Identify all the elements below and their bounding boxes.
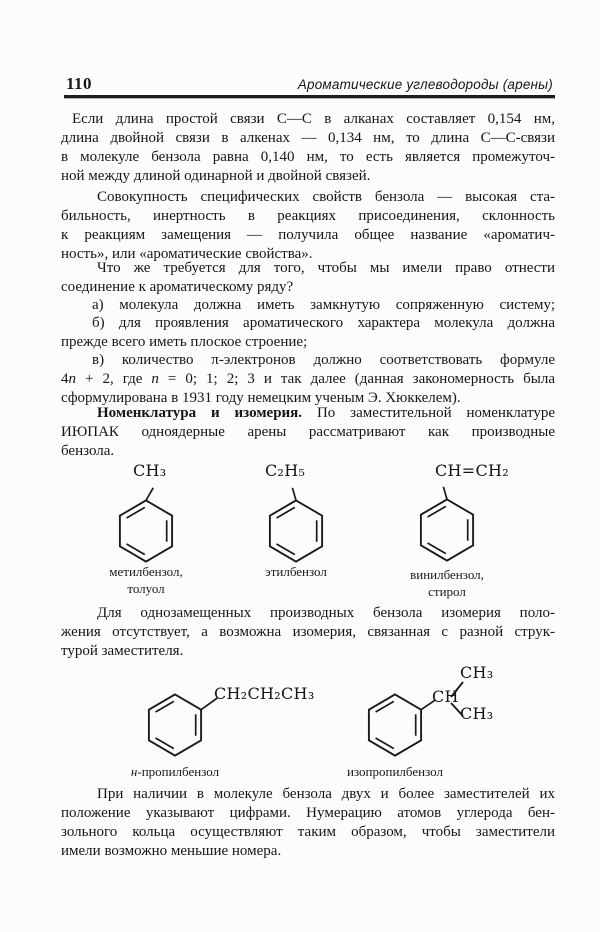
structure-name [76, 563, 216, 597]
structure-name-line: изопропилбензол [347, 764, 443, 779]
variable-n: n [68, 371, 76, 387]
structure-name-line [105, 763, 245, 780]
structure-name-line: винилбензол, [410, 567, 484, 582]
text-line: ной между длиной одинарной и двойной связей. [61, 168, 371, 184]
text-line: прежде всего иметь плоское строение; [61, 334, 308, 350]
text-line: зольного кольца осуществляют таким образом, чтобы заместители [61, 824, 555, 840]
variable-n: n [151, 371, 159, 387]
text-line: а) молекула должна иметь замкнутую сопряженную систему; [92, 297, 555, 313]
text-line: Что же требуется для того, чтобы мы имели право отнести [97, 260, 555, 276]
text-line: имели возможно меньшие номера. [61, 843, 282, 859]
text-line: сформулирована в 1931 году немецким ученым Э. Хюккелем). [61, 390, 461, 406]
text-line: ность», или «ароматические свойства». [61, 246, 313, 262]
text-line: к реакциям замещения — получила общее название «ароматич- [61, 227, 555, 243]
paragraph-aromatic-properties [61, 188, 555, 264]
structure-name [377, 566, 517, 600]
structure-name [226, 563, 366, 580]
text-line: При наличии в молекуле бензола двух и более заместителей их [97, 786, 555, 802]
substituent-formula-ch3: CH₃ [133, 461, 167, 480]
substituent-formula-c2h5: C₂H₅ [265, 461, 306, 480]
formula-text: + 2, где [76, 371, 152, 387]
benzene-ring-drawing [350, 677, 440, 773]
structure-n-propylbenzene [105, 658, 315, 788]
text-line: турой заместителя. [61, 643, 184, 659]
paragraph-numbering [61, 785, 555, 861]
branch-formula-ch3-bottom: CH₃ [460, 704, 494, 723]
text-line-with-runin-heading [61, 404, 555, 423]
text-line: Если длина простой связи С—С в алканах составляет 0,154 нм, [72, 111, 555, 127]
benzene-ring-drawing [130, 677, 220, 773]
structure-vinylbenzene [377, 458, 517, 608]
text-line: б) для проявления ароматического характера молекула должна [92, 315, 555, 331]
text-line: Совокупность специфических свойств бензола — высокая ста- [97, 189, 555, 205]
substituent-formula-propyl: CH₂CH₂CH₃ [214, 684, 315, 703]
formula-text: = 0; 1; 2; 3 и так далее (данная закономерность была [158, 371, 555, 387]
formula-coefficient: 4 [61, 371, 69, 387]
structure-name-line: толуол [127, 581, 165, 596]
text-line: бензола. [61, 443, 115, 459]
text-line-huckel-formula [61, 370, 555, 389]
substituent-formula-vinyl: CH=CH₂ [435, 461, 510, 480]
runin-heading: Номенклатура и изомерия. [97, 405, 303, 421]
text-line: длина двойной связи в алкенах — 0,134 нм, то длина С—С-связи [61, 130, 555, 146]
structure-name-text: -пропилбензол [137, 764, 220, 779]
text-line: соединение к ароматическому ряду? [61, 279, 294, 295]
paragraph-bond-lengths [61, 110, 555, 186]
structure-methylbenzene [76, 458, 216, 608]
substituent-formula-ch: CH [432, 687, 459, 706]
benzene-ring-drawing [402, 482, 492, 578]
text-line: ИЮПАК одноядерные арены рассматривают как производные [61, 424, 555, 440]
list-item-c [61, 351, 555, 408]
branch-formula-ch3-top: CH₃ [460, 663, 494, 682]
text-line: бильность, инертность в реакциях присоединения, склонность [61, 208, 555, 224]
paragraph-question [61, 259, 555, 297]
paragraph-isomerism [61, 604, 555, 661]
structure-ethylbenzene [226, 458, 366, 608]
structure-name-line: этилбензол [265, 564, 327, 579]
structure-name-line: метилбензол, [109, 564, 183, 579]
structure-name [315, 763, 475, 780]
header-rule [64, 95, 555, 98]
structure-name-line: стирол [428, 584, 466, 599]
page-number: 110 [66, 74, 93, 93]
list-item-b [61, 314, 555, 352]
text-after-heading: По заместительной номенклатуре [302, 405, 555, 421]
paragraph-nomenclature [61, 404, 555, 461]
structure-isopropylbenzene [325, 658, 494, 788]
text-line: в молекуле бензола равна 0,140 нм, то есть является промежуточ- [61, 149, 555, 165]
structure-name [105, 763, 245, 780]
text-line: в) количество π-электронов должно соответствовать формуле [92, 352, 555, 368]
text-line: положение указывают цифрами. Нумерацию атомов углерода бен- [61, 805, 555, 821]
list-item-a [61, 296, 555, 315]
running-title: Ароматические углеводороды (арены) [297, 77, 553, 92]
text-line: жения отсутствует, а возможна изомерия, связанная с разной струк- [61, 624, 555, 640]
n-prefix-italic: н [130, 764, 138, 779]
text-line: Для однозамещенных производных бензола изомерия поло- [97, 605, 555, 621]
